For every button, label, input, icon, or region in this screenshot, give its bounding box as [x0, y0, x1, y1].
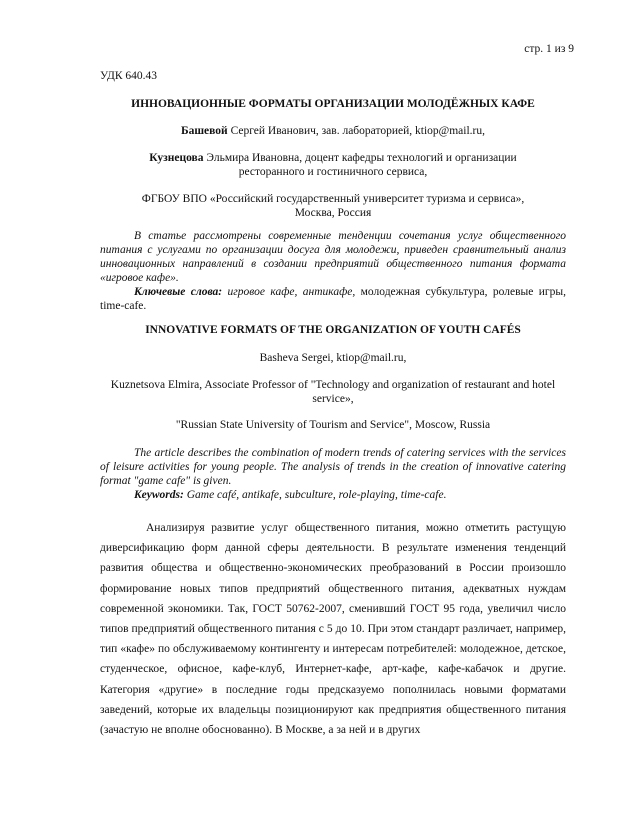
en-abstract: The article describes the combination of modern trends of catering services with the services of leisure activities for young people. The analysis of trends in the creation of innovative catering format "game cafe" is given.: [100, 447, 566, 487]
ru-keywords: [100, 285, 566, 313]
en-keywords: [100, 488, 566, 502]
ru-title: ИННОВАЦИОННЫЕ ФОРМАТЫ ОРГАНИЗАЦИИ МОЛОДЁЖНЫХ КАФЕ: [131, 98, 535, 110]
ru-author-1-details: Сергей Иванович, зав. лабораторией, ktiop@mail.ru,: [227, 125, 485, 137]
ru-author-2-details: Эльмира Ивановна, доцент кафедры технологий и организации ресторанного и гостиничного сервиса,: [203, 152, 517, 178]
ru-author-2: [134, 151, 532, 179]
en-title: INNOVATIVE FORMATS OF THE ORGANIZATION OF YOUTH CAFÉS: [145, 324, 521, 336]
en-keywords-label: Keywords:: [134, 489, 184, 501]
en-author-1: Basheva Sergei, ktiop@mail.ru,: [259, 352, 407, 364]
ru-abstract: В статье рассмотрены современные тенденции сочетания услуг общественного питания с услугами по организации досуга для молодежи, приведен сравнительный анализ инновационных направлений в создании предприятий общественного питания формата «игровое кафе».: [100, 230, 566, 284]
en-affiliation: "Russian State University of Tourism and Service", Moscow, Russia: [175, 419, 491, 431]
body-paragraph-1: Анализируя развитие услуг общественного питания, можно отметить растущую диверсификацию форм данной сферы деятельности. В результате изменения тенденций развития общества и общественно-экономических преобразований в России произошло формирование новых типов предприятий общественного питания, адекватных нуждам современной экономики. Так, ГОСТ 50762-2007, сменивший ГОСТ 95 года, увеличил число типов предприятий общественного питания с 5 до 10. При этом стандарт различает, например, тип «кафе» по обслуживаемому контингенту и интересам потребителей: молодежное, детское, студенческое, офисное, кафе-клуб, Интернет-кафе, арт-кафе, кафе-кабачок и другие. Категория «другие» в последние годы предсказуемо пополнилась новыми форматами заведений, которые их владельцы позиционируют как предприятия общественного питания (зачастую не вполне обоснованно). В Москве, а за ней и в других: [100, 522, 566, 737]
en-keywords-list: Game café, antikafe, subculture, role-playing, time-cafe.: [183, 489, 447, 501]
ru-affiliation: ФГБОУ ВПО «Российский государственный университет туризма и сервиса», Москва, Россия: [141, 193, 525, 219]
ru-keywords-italic: игровое кафе, антикафе,: [222, 286, 356, 298]
ru-keywords-label: Ключевые слова:: [134, 286, 223, 298]
en-author-2: Kuznetsova Elmira, Associate Professor of "Technology and organization of restaurant and hotel service»,: [110, 379, 556, 405]
udk-code: УДК 640.43: [100, 70, 157, 82]
ru-author-2-name: Кузнецова: [149, 152, 204, 164]
ru-keywords-rest: молодежная субкультура, ролевые игры, time-cafe.: [100, 286, 566, 312]
ru-author-1: [100, 124, 566, 138]
page-number: стр. 1 из 9: [524, 43, 574, 55]
ru-author-1-name: Башевой: [181, 125, 228, 137]
